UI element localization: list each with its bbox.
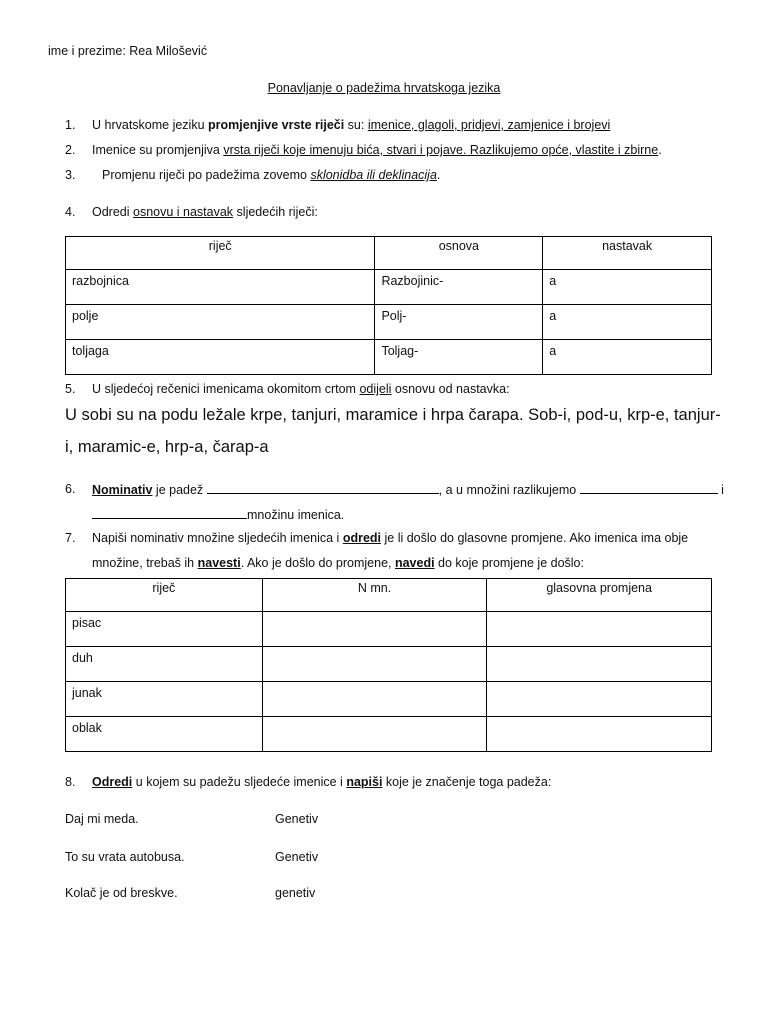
- table-cell: junak: [66, 682, 263, 717]
- table-header: glasovna promjena: [487, 579, 712, 612]
- question-6-continued: množinu imenica.: [92, 507, 344, 522]
- table-cell: a: [543, 340, 712, 375]
- question-number-7: 7.: [65, 531, 76, 545]
- table-row: [66, 270, 712, 305]
- table-cell-empty[interactable]: [262, 647, 487, 682]
- table-cell: duh: [66, 647, 263, 682]
- question-1: U hrvatskome jeziku promjenjive vrste riječi su: imenice, glagoli, pridjevi, zamjenice i brojevi: [92, 118, 611, 132]
- table-row: [66, 647, 712, 682]
- question-8: Odredi u kojem su padežu sljedeće imenice i napiši koje je značenje toga padeža:: [92, 775, 552, 789]
- table-cell: oblak: [66, 717, 263, 752]
- blank-line[interactable]: [92, 507, 247, 519]
- table-cell: Toljag-: [375, 340, 543, 375]
- question-2: Imenice su promjenjiva vrsta riječi koje imenuju bića, stvari i pojave. Razlikujemo opće, vlastite i zbirne.: [92, 143, 662, 157]
- question-number-4: 4.: [65, 205, 76, 219]
- blank-line[interactable]: [207, 482, 439, 494]
- case-answer-1: Genetiv: [275, 812, 319, 826]
- table-word-stem-ending: [65, 236, 712, 375]
- table-cell-empty[interactable]: [262, 717, 487, 752]
- blank-line[interactable]: [580, 482, 718, 494]
- table-cell-empty[interactable]: [262, 682, 487, 717]
- table-cell: Polj-: [375, 305, 543, 340]
- table-row: [66, 340, 712, 375]
- sentence-answer-line-1: U sobi su na podu ležale krpe, tanjuri, maramice i hrpa čarapa. Sob-i, pod-u, krp-e, tanjur-: [65, 406, 721, 424]
- question-number-2: 2.: [65, 143, 76, 157]
- question-number-8: 8.: [65, 775, 76, 789]
- table-cell-empty[interactable]: [487, 717, 712, 752]
- table-cell-empty[interactable]: [487, 612, 712, 647]
- table-row: [66, 305, 712, 340]
- question-number-1: 1.: [65, 118, 76, 132]
- table-cell: razbojnica: [66, 270, 375, 305]
- table-row: [66, 612, 712, 647]
- table-cell: Razbojinic-: [375, 270, 543, 305]
- example-sentence-2: To su vrata autobusa.: [65, 850, 185, 864]
- table-cell: toljaga: [66, 340, 375, 375]
- table-cell-empty[interactable]: [487, 682, 712, 717]
- example-sentence-3: Kolač je od breskve.: [65, 886, 178, 900]
- case-answer-3: genetiv: [275, 886, 316, 900]
- question-number-6: 6.: [65, 482, 76, 496]
- table-cell-empty[interactable]: [487, 647, 712, 682]
- case-answer-2: Genetiv: [275, 850, 319, 864]
- table-plural-nominative: [65, 578, 712, 752]
- question-7-line-1: Napiši nominativ množine sljedećih imenica i odredi je li došlo do glasovne promjene. Ako imenica ima obje: [92, 531, 689, 545]
- question-5: U sljedećoj rečenici imenicama okomitom crtom odijeli osnovu od nastavka:: [92, 382, 510, 396]
- worksheet-title: Ponavljanje o padežima hrvatskoga jezika: [267, 81, 501, 95]
- table-cell: polje: [66, 305, 375, 340]
- student-name: ime i prezime: Rea Milošević: [48, 44, 208, 58]
- question-7-line-2: množine, trebaš ih navesti. Ako je došlo do promjene, navedi do koje promjene je došlo:: [92, 556, 584, 570]
- table-cell: a: [543, 270, 712, 305]
- question-4: Odredi osnovu i nastavak sljedećih riječi:: [92, 205, 318, 219]
- table-cell: a: [543, 305, 712, 340]
- table-cell: pisac: [66, 612, 263, 647]
- table-row: [66, 717, 712, 752]
- table-header: N mn.: [262, 579, 487, 612]
- table-header: osnova: [375, 237, 543, 270]
- table-header: riječ: [66, 579, 263, 612]
- question-number-3: 3.: [65, 168, 76, 182]
- sentence-answer-line-2: i, maramic-e, hrp-a, čarap-a: [65, 438, 269, 456]
- table-cell-empty[interactable]: [262, 612, 487, 647]
- table-header: riječ: [66, 237, 375, 270]
- example-sentence-1: Daj mi meda.: [65, 812, 139, 826]
- question-6: Nominativ je padež , a u množini razlikujemo i: [92, 483, 724, 497]
- question-3: Promjenu riječi po padežima zovemo sklonidba ili deklinacija.: [102, 168, 441, 182]
- question-number-5: 5.: [65, 382, 76, 396]
- table-header: nastavak: [543, 237, 712, 270]
- table-row: [66, 682, 712, 717]
